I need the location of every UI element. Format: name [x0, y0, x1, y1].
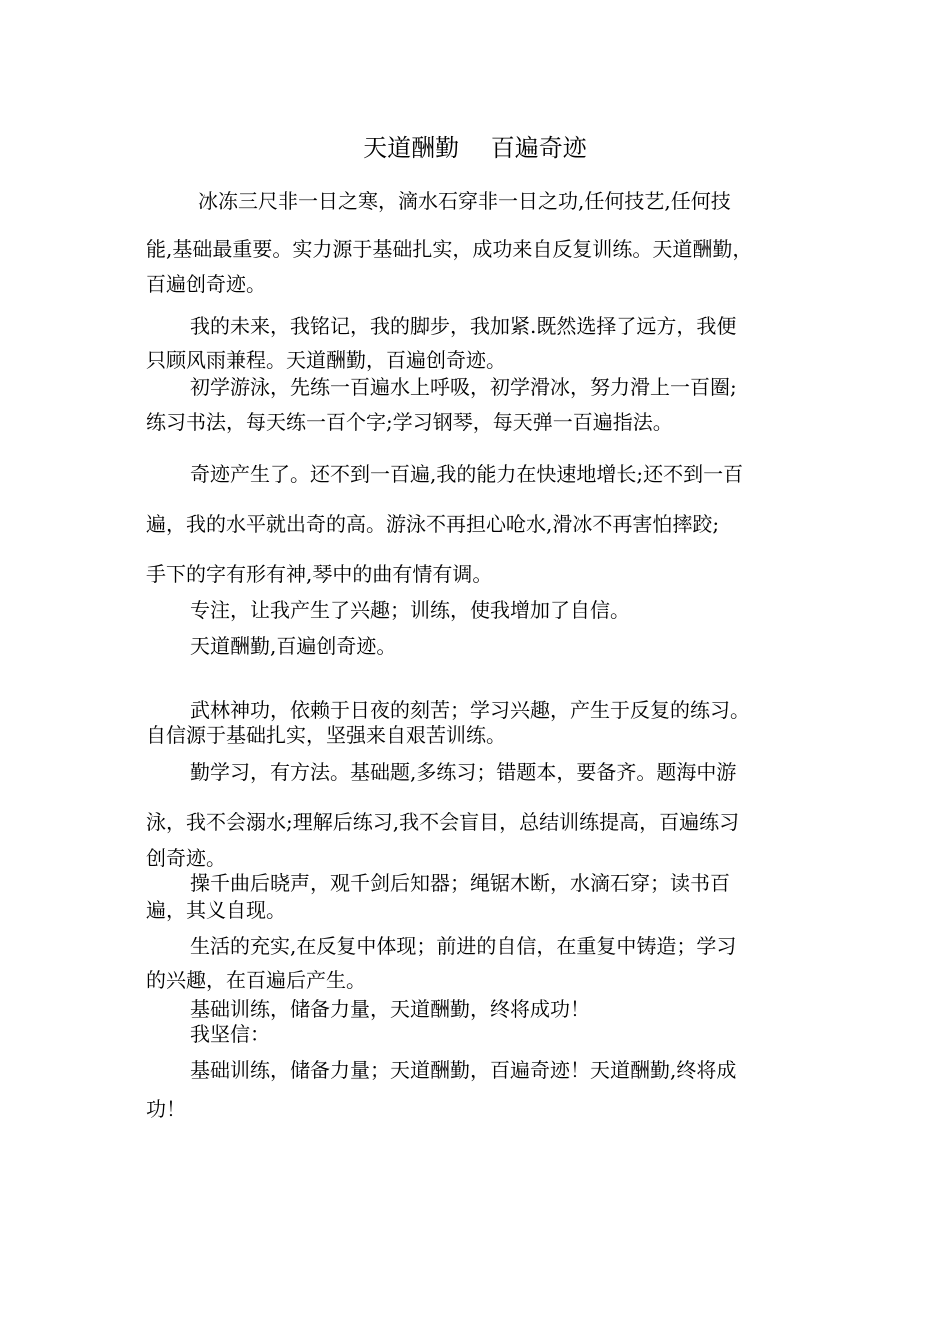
paragraph-line: 只顾风雨兼程。天道酬勤，百遍创奇迹。: [146, 348, 506, 372]
paragraph-line: 冰冻三尺非一日之寒，滴水石穿非一日之功,任何技艺,任何技: [198, 189, 731, 213]
paragraph-line: 百遍创奇迹。: [146, 272, 266, 296]
paragraph-line: 遍，我的水平就出奇的高。游泳不再担心呛水,滑冰不再害怕摔跤;: [146, 512, 720, 536]
paragraph-line: 天道酬勤,百遍创奇迹。: [190, 634, 397, 658]
paragraph-line: 的兴趣，在百遍后产生。: [146, 968, 366, 992]
paragraph-line: 奇迹产生了。还不到一百遍,我的能力在快速地增长;还不到一百: [190, 462, 744, 486]
paragraph-line: 遍，其义自现。: [146, 898, 286, 922]
paragraph-line: 操千曲后晓声，观千剑后知器；绳锯木断，水滴石穿；读书百: [190, 871, 730, 895]
paragraph-line: 练习书法，每天练一百个字;学习钢琴，每天弹一百遍指法。: [146, 410, 673, 434]
paragraph-line: 创奇迹。: [146, 846, 226, 870]
paragraph-line: 我的未来，我铭记，我的脚步，我加紧.既然选择了远方，我便: [190, 314, 737, 338]
paragraph-line: 初学游泳，先练一百遍水上呼吸，初学滑冰，努力滑上一百圈;: [190, 375, 737, 399]
paragraph-line: 我坚信：: [190, 1022, 270, 1046]
paragraph-line: 自信源于基础扎实，坚强来自艰苦训练。: [146, 723, 506, 747]
paragraph-line: 武林神功，依赖于日夜的刻苦；学习兴趣，产生于反复的练习。: [190, 698, 750, 722]
document-title: 天道酬勤 百遍奇迹: [363, 134, 587, 162]
paragraph-line: 功！: [146, 1097, 186, 1121]
paragraph-line: 基础训练，储备力量；天道酬勤，百遍奇迹！天道酬勤,终将成: [190, 1058, 737, 1082]
paragraph-line: 能,基础最重要。实力源于基础扎实，成功来自反复训练。天道酬勤，: [146, 237, 753, 261]
paragraph-line: 手下的字有形有神,琴中的曲有情有调。: [146, 562, 493, 586]
paragraph-line: 勤学习，有方法。基础题,多练习；错题本，要备齐。题海中游: [190, 760, 737, 784]
paragraph-line: 专注，让我产生了兴趣；训练，使我增加了自信。: [190, 598, 630, 622]
paragraph-line: 基础训练，储备力量，天道酬勤，终将成功！: [190, 997, 590, 1021]
paragraph-line: 泳，我不会溺水;理解后练习,我不会盲目，总结训练提高，百遍练习: [146, 810, 740, 834]
paragraph-line: 生活的充实,在反复中体现；前进的自信，在重复中铸造；学习: [190, 934, 737, 958]
